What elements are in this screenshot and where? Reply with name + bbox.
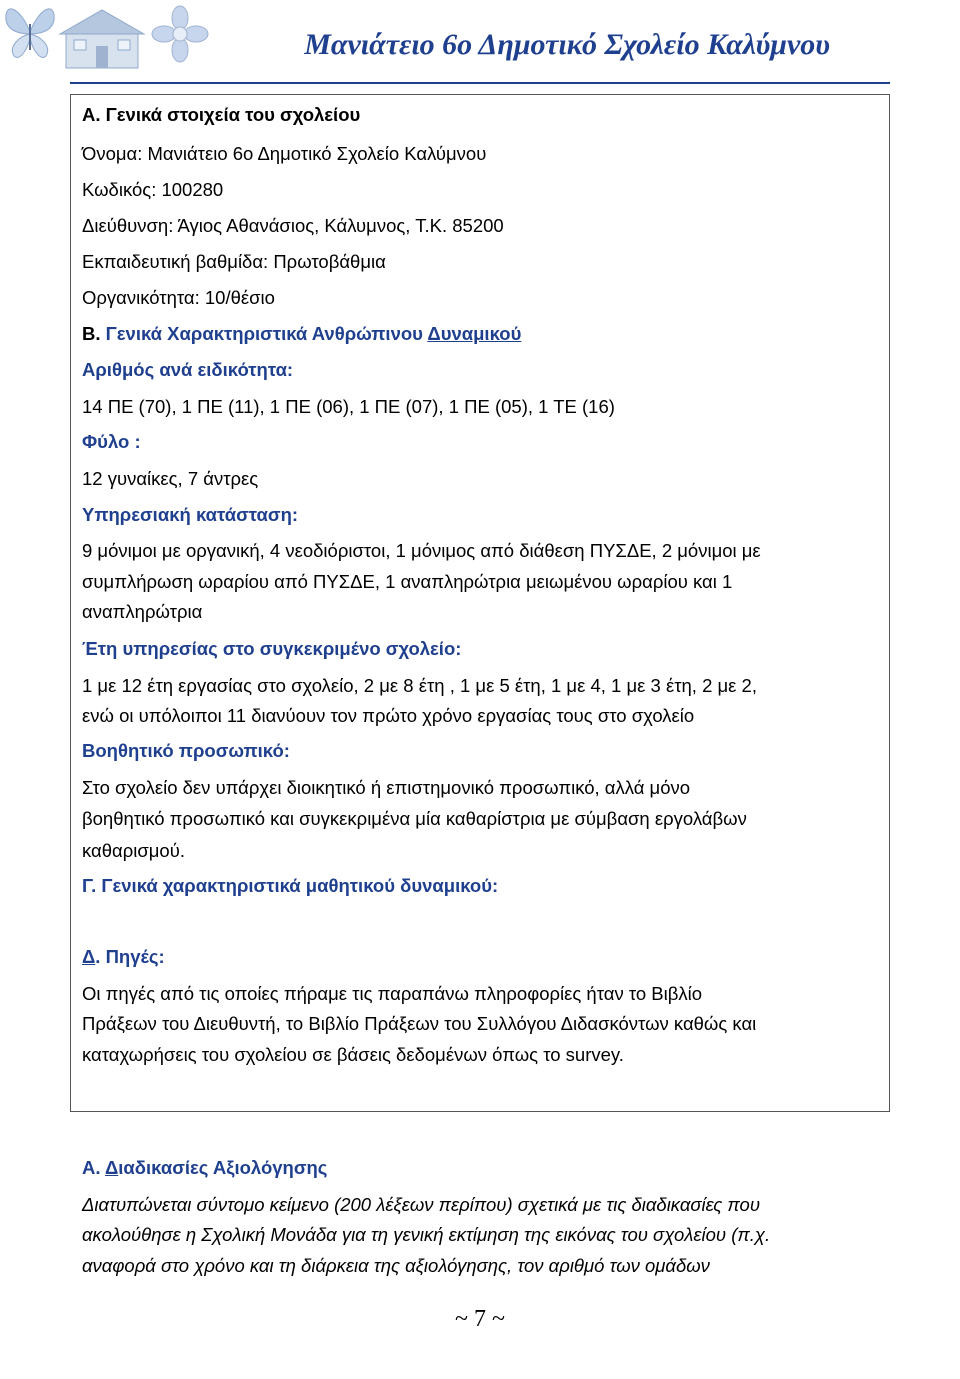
school-address: Διεύθυνση: Άγιος Αθανάσιος, Κάλυμνος, Τ.Κ. 85200 bbox=[82, 215, 504, 236]
specialty-value: 14 ΠΕ (70), 1 ΠΕ (11), 1 ΠΕ (06), 1 ΠΕ (07), 1 ΠΕ (05), 1 ΤΕ (16) bbox=[82, 396, 615, 417]
section-b-prefix: Β. bbox=[82, 323, 101, 344]
aux-staff-line: Στο σχολείο δεν υπάρχει διοικητικό ή επιστημονικό προσωπικό, αλλά μόνο bbox=[82, 777, 691, 798]
school-title: Μανιάτειο 6ο Δημοτικό Σχολείο Καλύμνου bbox=[304, 28, 830, 61]
evaluation-line: αναφορά στο χρόνο και τη διάρκεια της αξιολόγησης, τον αριθμό των ομάδων bbox=[82, 1255, 710, 1276]
evaluation-line: ακολούθησε η Σχολική Μονάδα για τη γενική εκτίμηση της εικόνας του σχολείου (π.χ. bbox=[82, 1224, 771, 1245]
aux-staff-label: Βοηθητικό προσωπικό: bbox=[82, 740, 290, 761]
section-d-title bbox=[82, 946, 165, 968]
evaluation-title-rest: ιαδικασίες Αξιολόγησης bbox=[118, 1157, 328, 1178]
years-line: 1 με 12 έτη εργασίας στο σχολείο, 2 με 8 έτη , 1 με 5 έτη, 1 με 4, 1 με 3 έτη, 2 με 2, bbox=[82, 675, 757, 696]
sources-line: καταχωρήσεις του σχολείου σε βάσεις δεδομένων όπως το survey. bbox=[82, 1044, 624, 1065]
section-d-prefix: Δ bbox=[82, 946, 96, 967]
evaluation-title bbox=[82, 1157, 327, 1179]
gender-label: Φύλο : bbox=[82, 431, 141, 452]
aux-staff-line: καθαρισμού. bbox=[82, 840, 185, 861]
aux-staff-line: βοηθητικό προσωπικό και συγκεκριμένα μία καθαρίστρια με σύμβαση εργολάβων bbox=[82, 808, 747, 829]
house-icon bbox=[56, 6, 148, 72]
school-code: Κωδικός: 100280 bbox=[82, 179, 224, 200]
sources-line: Πράξεων του Διευθυντή, το Βιβλίο Πράξεων του Συλλόγου Διδασκόντων καθώς και bbox=[82, 1013, 757, 1034]
years-line: ενώ οι υπόλοιποι 11 διανύουν τον πρώτο χρόνο εργασίας τους στο σχολείο bbox=[82, 705, 695, 726]
gender-value: 12 γυναίκες, 7 άντρες bbox=[82, 468, 259, 489]
section-a-title: Α. Γενικά στοιχεία του σχολείου bbox=[82, 104, 361, 125]
school-organization: Οργανικότητα: 10/θέσιο bbox=[82, 287, 275, 308]
status-line: αναπληρώτρια bbox=[82, 601, 203, 622]
section-b-title-part1: Γενικά Χαρακτηριστικά Ανθρώπινου bbox=[105, 323, 428, 344]
butterfly-icon bbox=[2, 2, 58, 64]
evaluation-title-underlined: Δ bbox=[104, 1157, 119, 1178]
status-line: 9 μόνιμοι με οργανική, 4 νεοδιόριστοι, 1 μόνιμος από διάθεση ΠΥΣΔΕ, 2 μόνιμοι με bbox=[82, 540, 761, 561]
sources-line: Οι πηγές από τις οποίες πήραμε τις παραπάνω πληροφορίες ήταν το Βιβλίο bbox=[82, 983, 703, 1004]
section-c-title: Γ. Γενικά χαρακτηριστικά μαθητικού δυναμικού: bbox=[82, 875, 499, 896]
education-level: Εκπαιδευτική βαθμίδα: Πρωτοβάθμια bbox=[82, 251, 386, 272]
page-header bbox=[0, 0, 960, 82]
years-label: Έτη υπηρεσίας στο συγκεκριμένο σχολείο: bbox=[82, 638, 462, 659]
status-label: Υπηρεσιακή κατάσταση: bbox=[82, 504, 299, 525]
page-number: ~ 7 ~ bbox=[455, 1306, 505, 1332]
school-name: Όνομα: Μανιάτειο 6ο Δημοτικό Σχολείο Καλύμνου bbox=[82, 143, 487, 164]
status-line: συμπλήρωση ωραρίου από ΠΥΣΔΕ, 1 αναπληρώτρια μειωμένου ωραρίου και 1 bbox=[82, 571, 733, 592]
specialty-label: Αριθμός ανά ειδικότητα: bbox=[82, 359, 294, 380]
header-divider bbox=[70, 82, 890, 84]
flower-icon bbox=[150, 4, 210, 64]
evaluation-title-prefix: Α. bbox=[82, 1157, 105, 1178]
section-d-title-rest: . Πηγές: bbox=[95, 946, 165, 967]
evaluation-line: Διατυπώνεται σύντομο κείμενο (200 λέξεων περίπου) σχετικά με τις διαδικασίες που bbox=[82, 1194, 761, 1215]
section-b-title bbox=[82, 323, 521, 345]
section-b-title-part2: Δυναμικού bbox=[427, 323, 522, 344]
